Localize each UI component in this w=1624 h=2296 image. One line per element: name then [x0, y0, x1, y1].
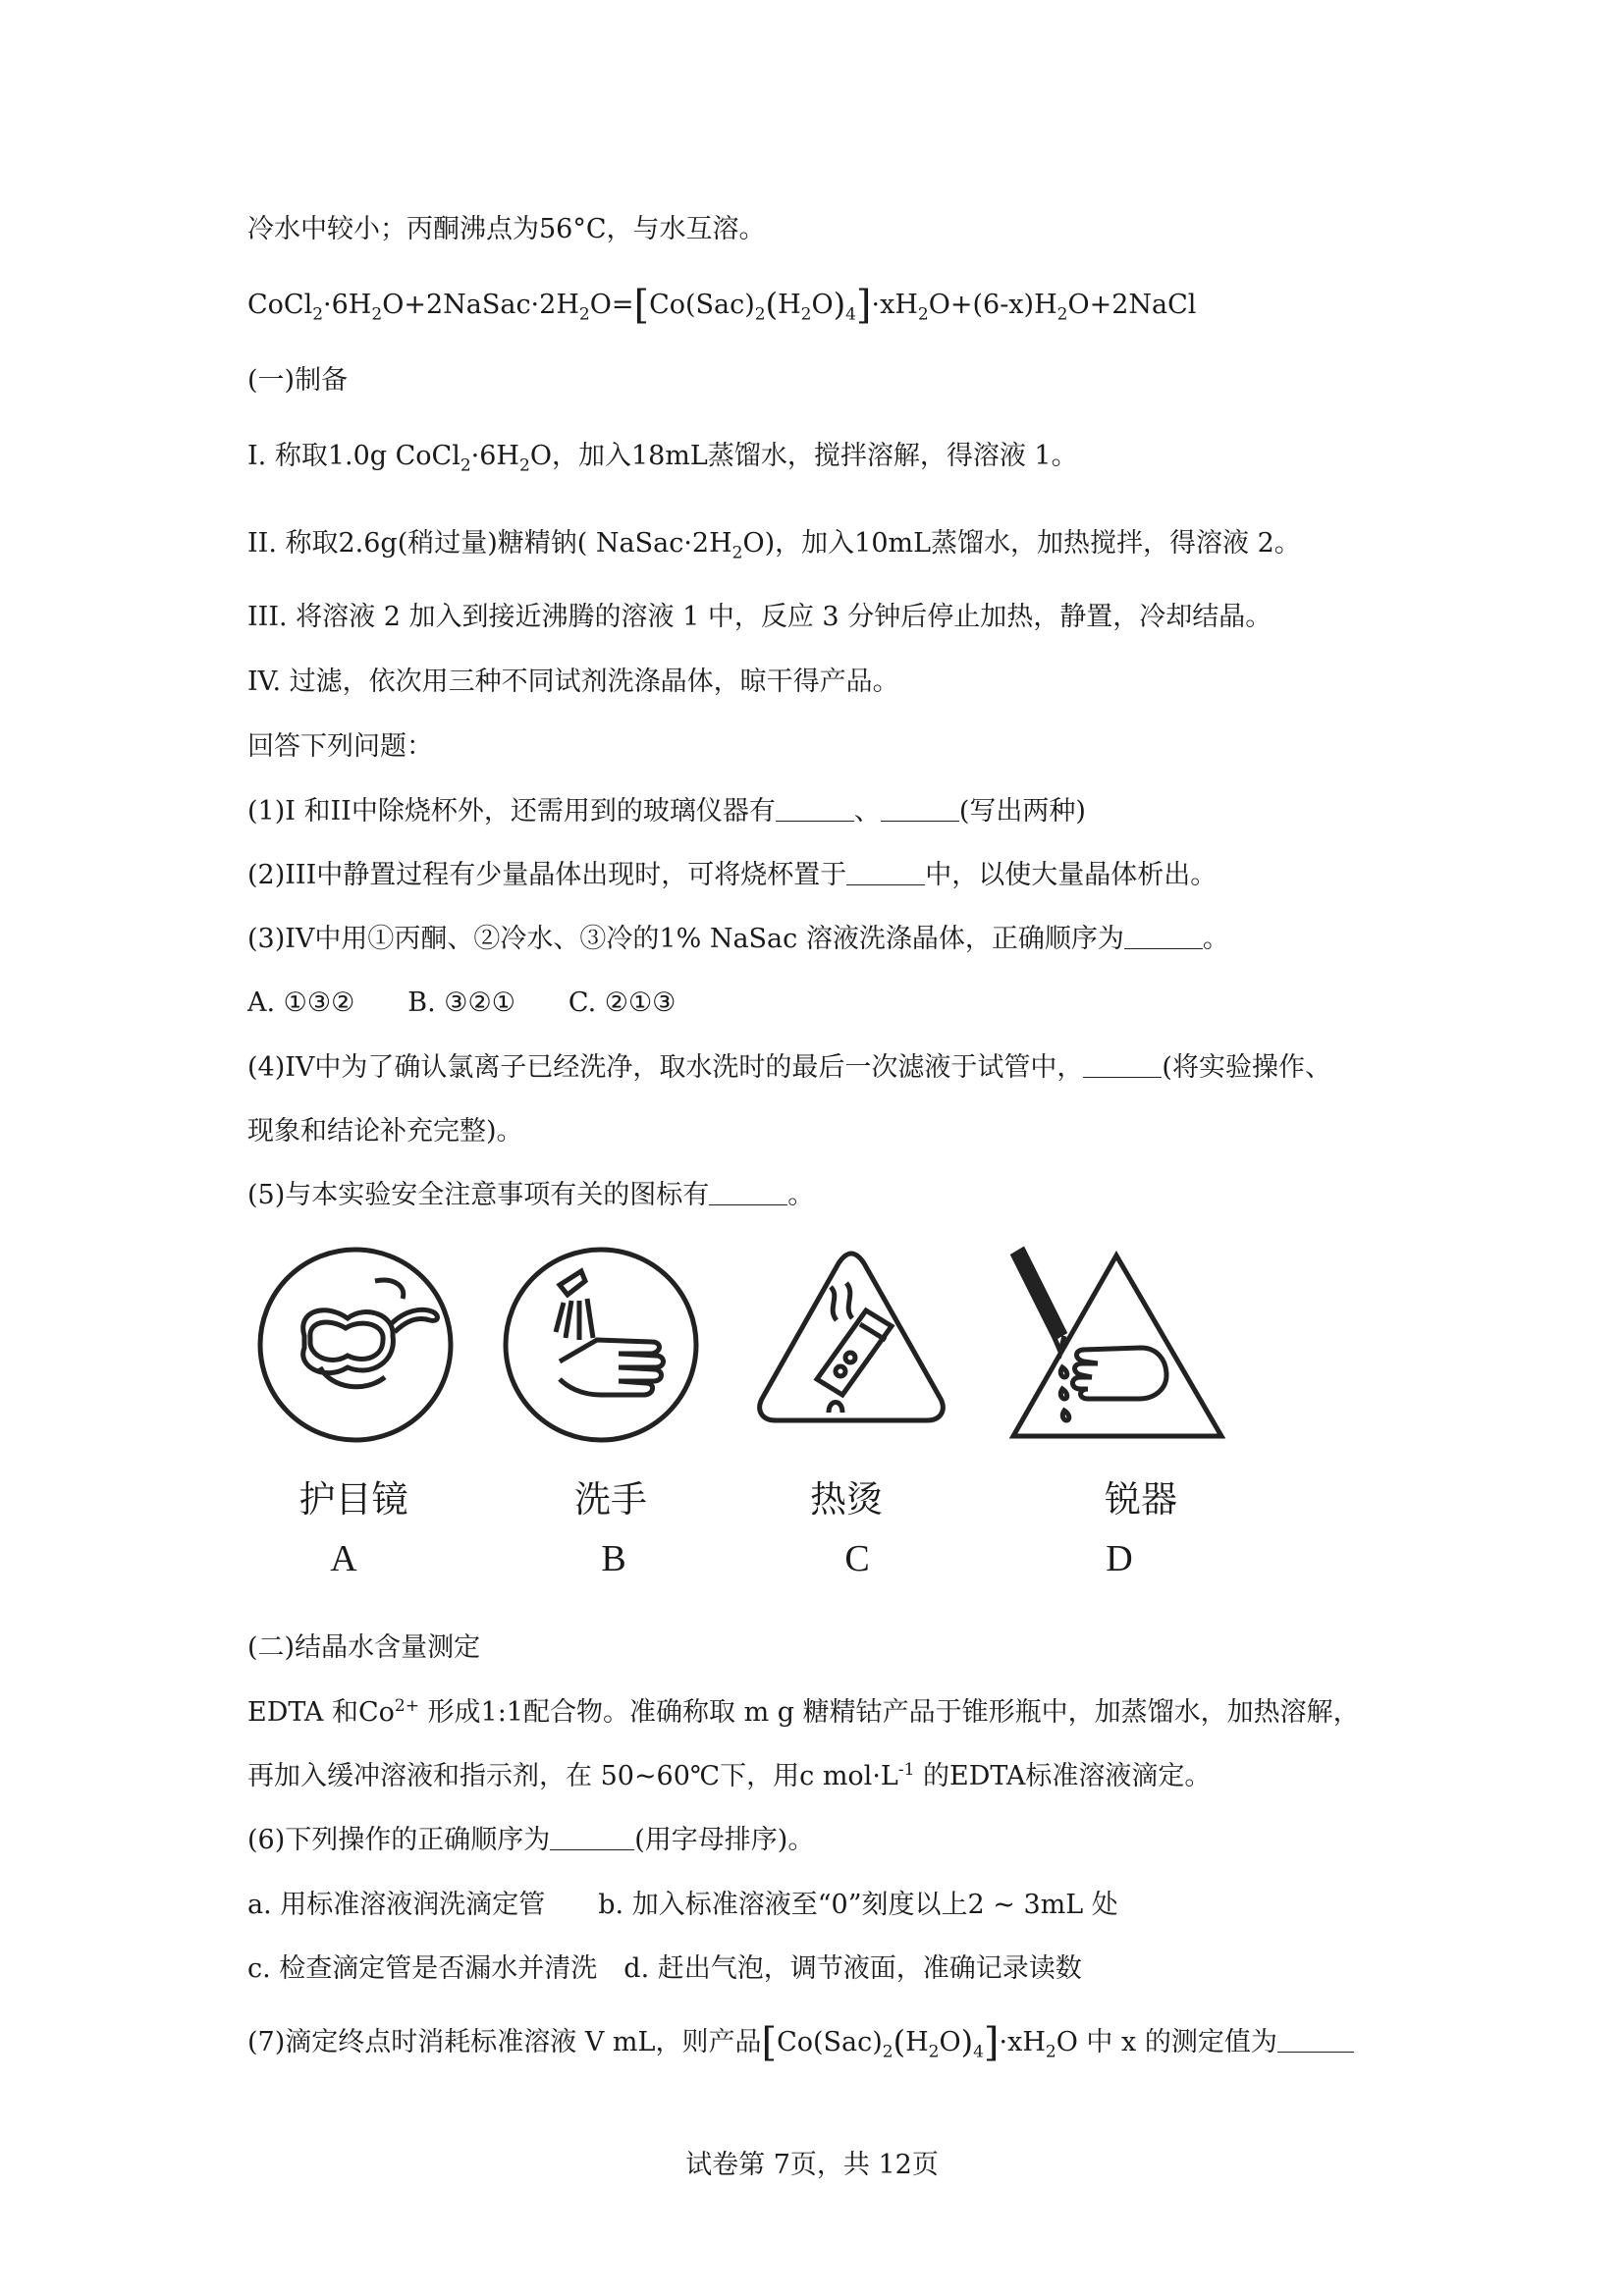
icon-a: [257, 1242, 463, 1452]
answer-blank: [1124, 925, 1203, 949]
question-3-options: A. ①③② B. ③②① C. ②①③: [247, 988, 677, 1018]
icon-letter-b: B: [601, 1538, 626, 1579]
questions-intro: 回答下列问题：: [247, 731, 433, 762]
icon-letter-a: A: [330, 1538, 357, 1579]
answer-blank: [846, 861, 925, 885]
question-4-continued: 现象和结论补充完整)。: [247, 1116, 523, 1147]
icon-d: [994, 1242, 1229, 1452]
answer-blank: [881, 797, 959, 822]
answer-blank: [776, 797, 854, 822]
operations-line-1: a. 用标准溶液润洗滴定管 b. 加入标准溶液至“0”刻度以上2 ~ 3mL 处: [247, 1890, 1118, 1920]
question-1: (1)I 和II中除烧杯外，还需用到的玻璃仪器有 、 (写出两种): [247, 796, 1086, 827]
edta-line-1: EDTA 和$Co^{2+}$ 形成1:1配合物。准确称取 m g 糖精钴产品于锥形瓶中，加蒸馏水，加热溶解，: [247, 1696, 1360, 1728]
question-5: (5)与本实验安全注意事项有关的图标有 。: [247, 1180, 815, 1210]
sharp-object-icon: [994, 1242, 1229, 1448]
question-4: (4)IV中为了确认氯离子已经洗净，取水洗时的最后一次滤液于试管中， (将实验操作、: [247, 1052, 1331, 1083]
answer-blank: [1083, 1053, 1162, 1078]
icon-c: [748, 1242, 954, 1452]
answer-blank: [709, 1181, 787, 1205]
hand-washing-icon: [503, 1242, 699, 1448]
operations-line-2: c. 检查滴定管是否漏水并清洗 d. 赶出气泡，调节液面，准确记录读数: [247, 1953, 1082, 1984]
icon-letter-d: D: [1106, 1538, 1133, 1579]
edta-line-2: 再加入缓冲溶液和指示剂，在 50~60℃下，用c $mol\cdot L^{-1}$ 的EDTA标准溶液滴定。: [247, 1760, 1212, 1791]
step-2: II. 称取2.6g(稍过量)糖精钠( $NaSac\cdot 2H_2O$)，加入10mL蒸馏水，加热搅拌，得溶液 2。: [247, 528, 1301, 563]
question-6: (6)下列操作的正确顺序为 (用字母排序)。: [247, 1825, 815, 1855]
step-3: III. 将溶液 2 加入到接近沸腾的溶液 1 中，反应 3 分钟后停止加热，静置，冷却结晶。: [247, 602, 1272, 632]
step-1: I. 称取1.0g $CoCl_2\cdot 6H_2O$，加入18mL蒸馏水，搅拌溶解，得溶液 1。: [247, 441, 1078, 476]
hot-surface-icon: [748, 1242, 954, 1448]
intro-line: 冷水中较小；丙酮沸点为56°C，与水互溶。: [247, 214, 766, 244]
question-7: (7)滴定终点时消耗标准溶液 V mL，则产品$[Co(Sac)_2(H_2O)_4]\cdot xH_2O$ 中 x 的测定值为: [247, 2024, 1354, 2060]
safety-goggles-icon: [257, 1242, 463, 1448]
step-4: IV. 过滤，依次用三种不同试剂洗涤晶体，晾干得产品。: [247, 667, 899, 697]
answer-blank: [1277, 2028, 1354, 2053]
reaction-equation: $CoCl_2\cdot 6H_2O+2NaSac\cdot 2H_2O=[Co(Sac)_2(H_2O)_4]\cdot xH_2O+(6-x)H_2O+2NaCl$: [247, 283, 1197, 328]
section-heading-preparation: (一)制备: [247, 365, 349, 396]
icon-label-hand-washing: 洗手: [574, 1478, 647, 1521]
page-footer: 试卷第 7页，共 12页: [685, 2150, 939, 2180]
icon-b: [503, 1242, 699, 1452]
icon-label-goggles: 护目镜: [298, 1478, 408, 1521]
section-heading-water-content: (二)结晶水含量测定: [247, 1632, 481, 1663]
icon-label-hot: 热烫: [810, 1478, 883, 1521]
question-3: (3)IV中用①丙酮、②冷水、③冷的1% NaSac 溶液洗涤晶体，正确顺序为 。: [247, 924, 1229, 954]
answer-blank: [550, 1826, 634, 1850]
icon-label-sharp: 锐器: [1105, 1478, 1177, 1521]
icon-letter-c: C: [844, 1538, 870, 1579]
question-2: (2)III中静置过程有少量晶体出现时，可将烧杯置于 中，以使大量晶体析出。: [247, 860, 1218, 890]
